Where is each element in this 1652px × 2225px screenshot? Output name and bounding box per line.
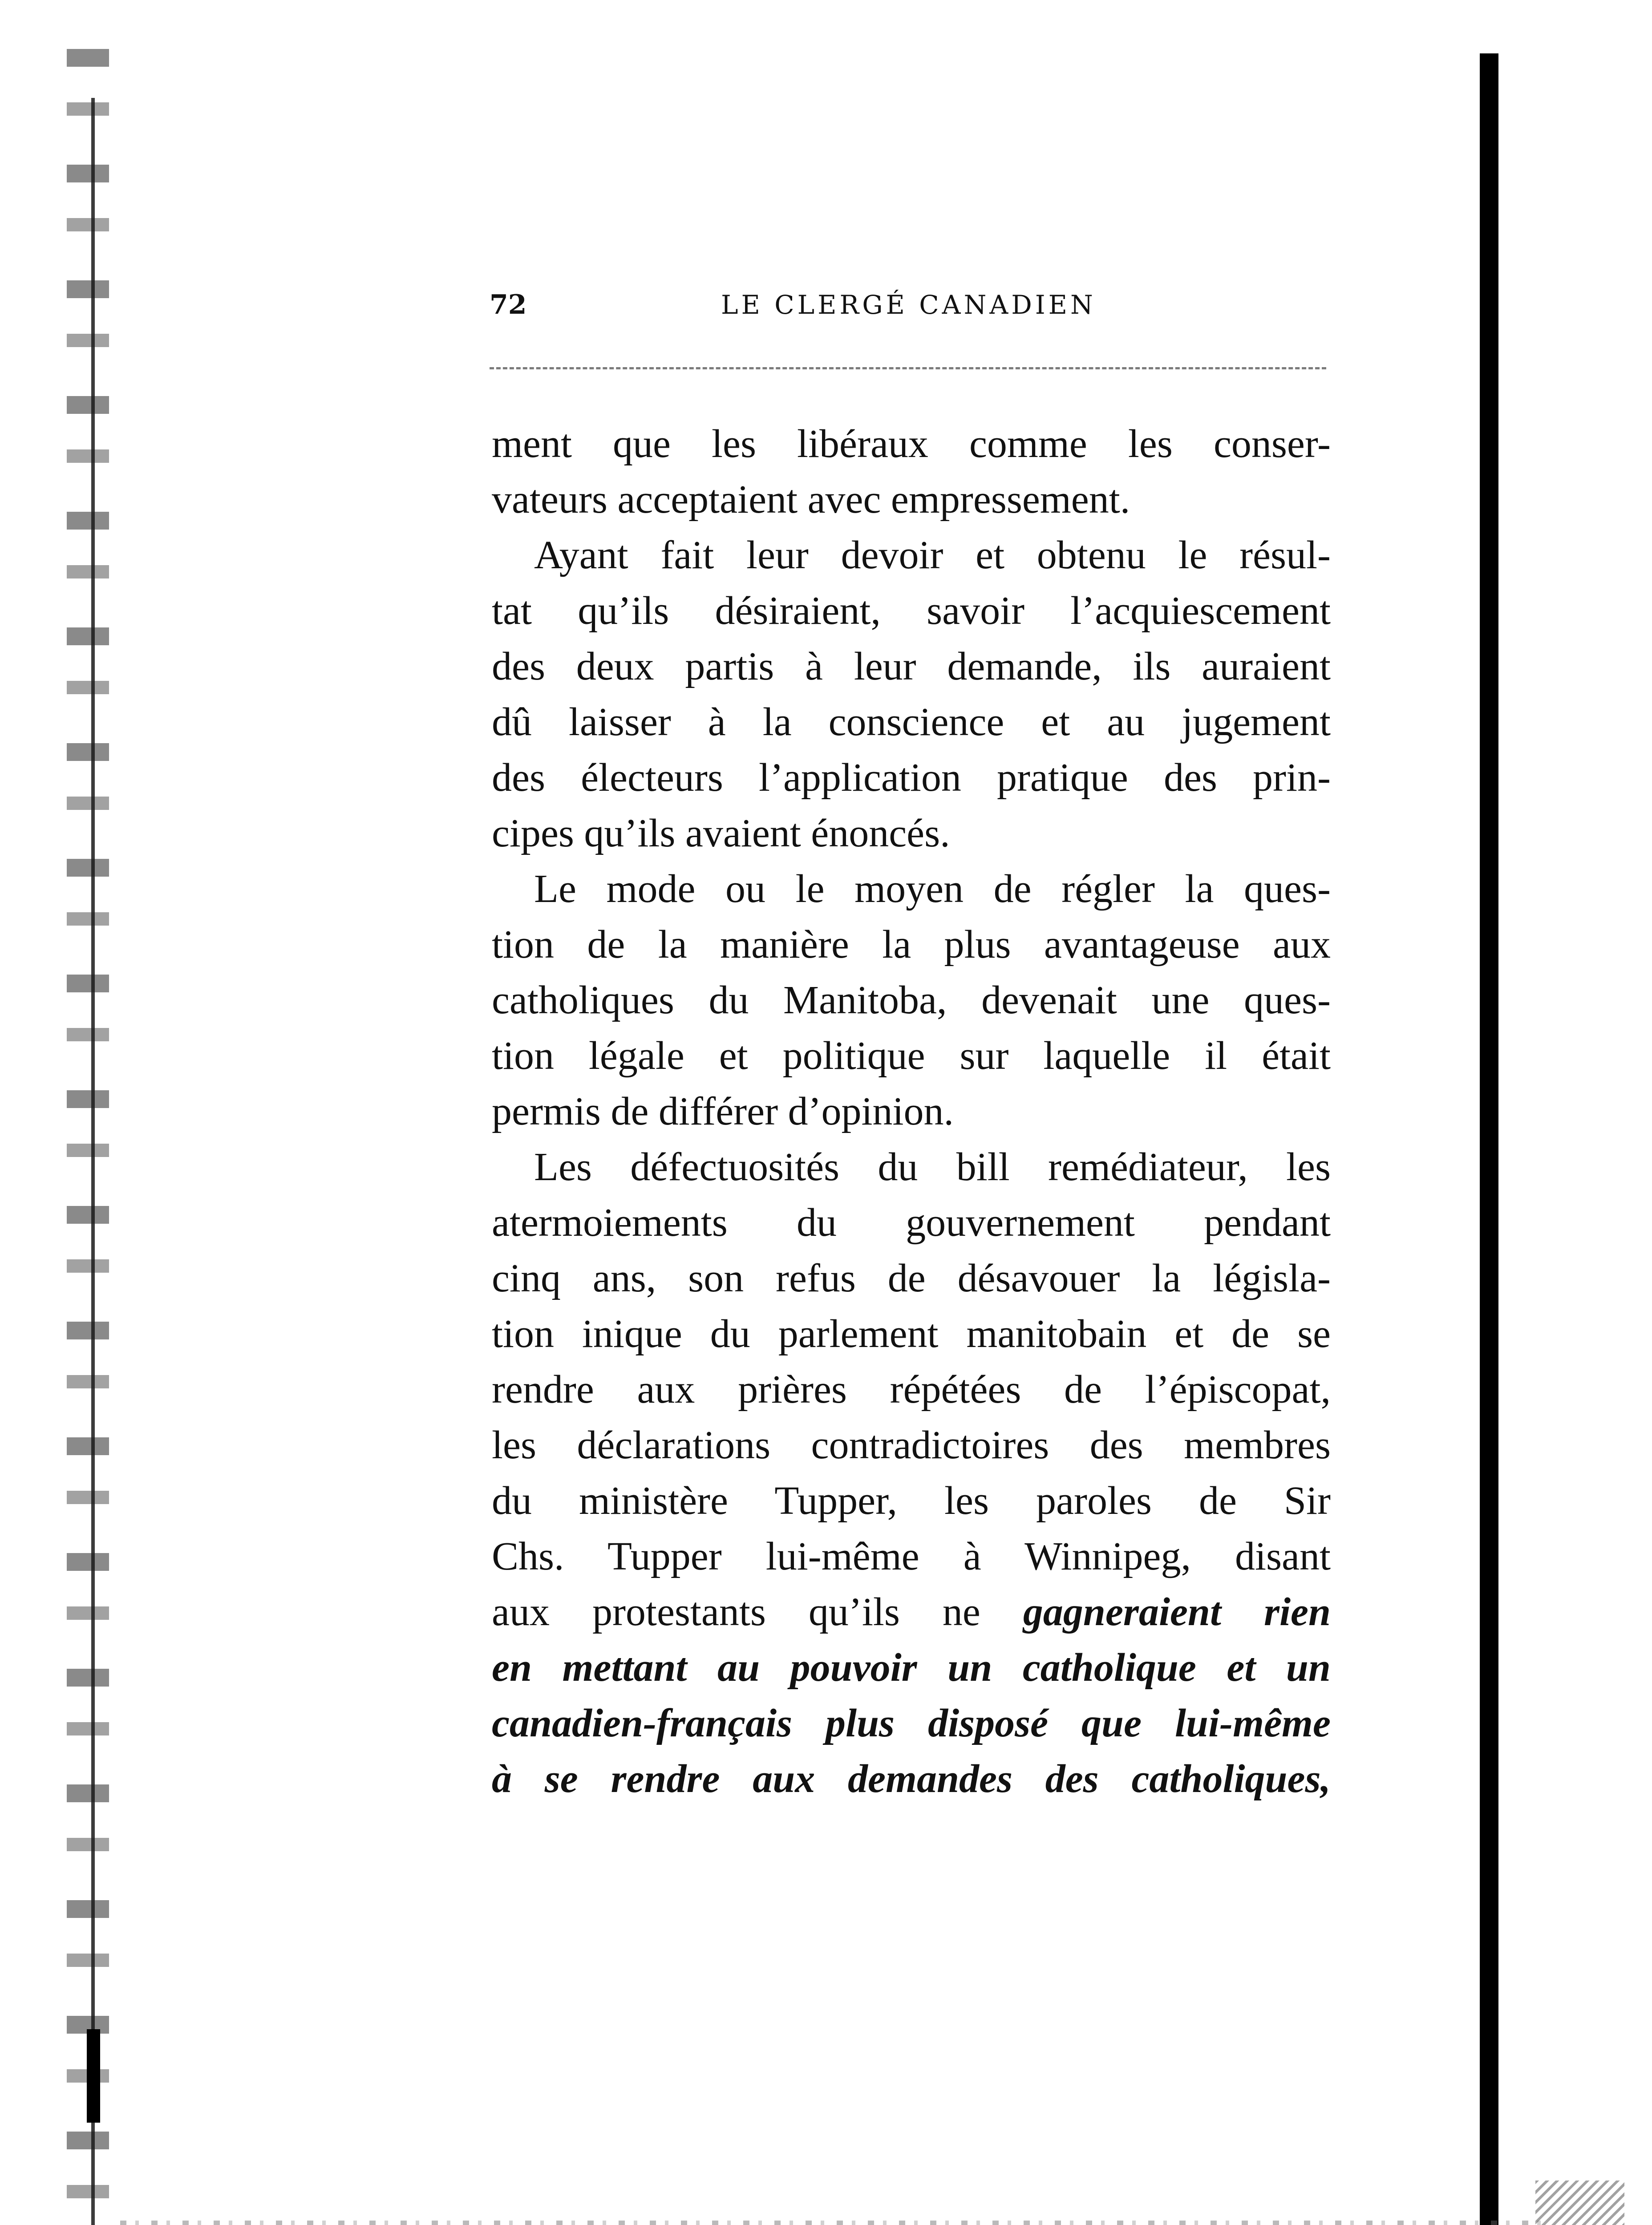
text-line: tion de la manière la plus avantageuse aux (492, 922, 1331, 967)
text-line: tion inique du parlement manitobain et de se (492, 1312, 1331, 1356)
text-line: ment que les libéraux comme les conser- (492, 422, 1331, 466)
text-line: Chs. Tupper lui-même à Winnipeg, disant (492, 1534, 1331, 1578)
text-line-italic-part: gagneraient rien (1023, 1590, 1331, 1634)
text-line: rendre aux prières répétées de l’épiscopat, (492, 1367, 1331, 1412)
text-line-italic: canadien-français plus disposé que lui-même (492, 1701, 1331, 1745)
text-line: atermoiements du gouvernement pendant (492, 1201, 1331, 1245)
text-line-italic: en mettant au pouvoir un catholique et un (492, 1646, 1331, 1690)
page-number: 72 (490, 289, 527, 320)
scan-binding-shadow (67, 49, 109, 2225)
text-line-mixed (492, 1584, 1331, 1640)
text-line: du ministère Tupper, les paroles de Sir (492, 1479, 1331, 1523)
text-line: les déclarations contradictoires des membres (492, 1423, 1331, 1467)
text-line-italic: à se rendre aux demandes des catholiques, (492, 1757, 1331, 1801)
text-line: des deux partis à leur demande, ils auraient (492, 644, 1331, 688)
running-title: LE CLERGÉ CANADIEN (721, 290, 1096, 320)
text-line: cipes qu’ils avaient énoncés. (492, 811, 950, 855)
text-line: permis de différer d’opinion. (492, 1089, 954, 1133)
text-line: tion légale et politique sur laquelle il était (492, 1034, 1331, 1078)
scan-page-edge-bar (1480, 53, 1498, 2225)
body-text (492, 416, 1331, 1807)
text-line: Les défectuosités du bill remédiateur, les (534, 1145, 1331, 1189)
text-line: dû laisser à la conscience et au jugement (492, 700, 1331, 744)
text-line: des électeurs l’application pratique des prin- (492, 756, 1331, 800)
text-line: Ayant fait leur devoir et obtenu le résul- (534, 533, 1331, 577)
text-line: vateurs acceptaient avec empressement. (492, 477, 1130, 522)
text-line: catholiques du Manitoba, devenait une ques- (492, 978, 1331, 1022)
scan-bottom-noise (120, 2221, 1544, 2225)
text-line-regular-part: aux protestants qu’ils ne (492, 1590, 980, 1634)
text-line: tat qu’ils désiraient, savoir l’acquiescement (492, 589, 1331, 633)
text-line: Le mode ou le moyen de régler la ques- (534, 867, 1331, 911)
scan-binding-edge (91, 98, 95, 2225)
text-line: cinq ans, son refus de désavouer la législa- (492, 1256, 1331, 1300)
header-rule (490, 367, 1326, 369)
scan-binding-mark (87, 2029, 100, 2123)
scan-corner-noise (1535, 2180, 1624, 2225)
